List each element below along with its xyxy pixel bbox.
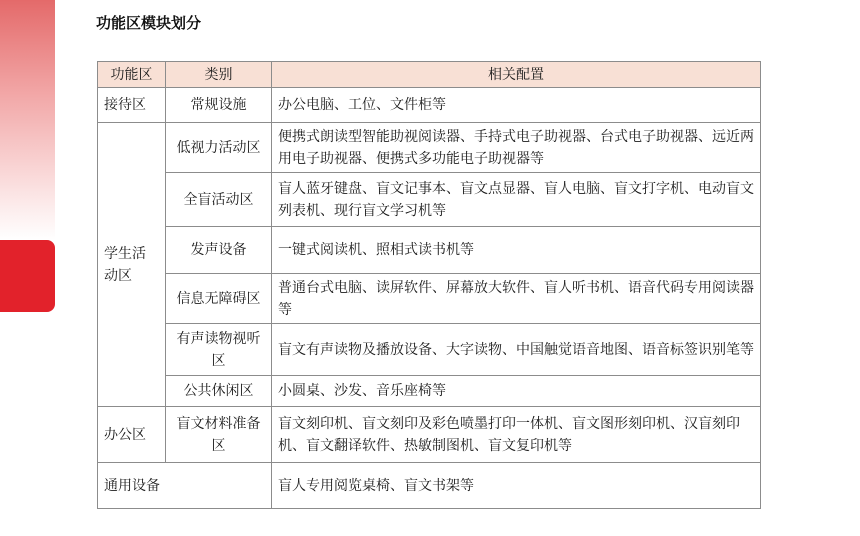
area-cell: 学生活动区 xyxy=(98,123,166,407)
area-cell: 通用设备 xyxy=(98,463,272,509)
category-cell: 有声读物视听区 xyxy=(166,324,272,376)
config-cell: 小圆桌、沙发、音乐座椅等 xyxy=(272,376,761,407)
table-row xyxy=(98,173,761,227)
sidebar-gradient xyxy=(0,0,55,240)
table-row xyxy=(98,407,761,463)
config-cell: 盲人专用阅览桌椅、盲文书架等 xyxy=(272,463,761,509)
header-category: 类别 xyxy=(166,62,272,88)
header-area: 功能区 xyxy=(98,62,166,88)
area-cell: 接待区 xyxy=(98,88,166,123)
table-row xyxy=(98,376,761,407)
table-row xyxy=(98,274,761,324)
table-header-row xyxy=(98,62,761,88)
config-cell: 办公电脑、工位、文件柜等 xyxy=(272,88,761,123)
table-row xyxy=(98,324,761,376)
category-cell: 常规设施 xyxy=(166,88,272,123)
config-cell: 便携式朗读型智能助视阅读器、手持式电子助视器、台式电子助视器、远近两用电子助视器、便携式多功能电子助视器等 xyxy=(272,123,761,173)
table-row xyxy=(98,463,761,509)
config-cell: 普通台式电脑、读屏软件、屏幕放大软件、盲人听书机、语音代码专用阅读器等 xyxy=(272,274,761,324)
function-area-table xyxy=(97,61,761,509)
header-config: 相关配置 xyxy=(272,62,761,88)
category-cell: 信息无障碍区 xyxy=(166,274,272,324)
config-cell: 盲人蓝牙键盘、盲文记事本、盲文点显器、盲人电脑、盲文打字机、电动盲文列表机、现行盲文学习机等 xyxy=(272,173,761,227)
config-cell: 一键式阅读机、照相式读书机等 xyxy=(272,227,761,274)
category-cell: 发声设备 xyxy=(166,227,272,274)
table-row xyxy=(98,88,761,123)
table-row xyxy=(98,123,761,173)
config-cell: 盲文刻印机、盲文刻印及彩色喷墨打印一体机、盲文图形刻印机、汉盲刻印机、盲文翻译软件、热敏制图机、盲文复印机等 xyxy=(272,407,761,463)
config-cell: 盲文有声读物及播放设备、大字读物、中国触觉语音地图、语音标签识别笔等 xyxy=(272,324,761,376)
category-cell: 盲文材料准备区 xyxy=(166,407,272,463)
area-cell: 办公区 xyxy=(98,407,166,463)
category-cell: 全盲活动区 xyxy=(166,173,272,227)
category-cell: 公共休闲区 xyxy=(166,376,272,407)
sidebar-tab xyxy=(0,240,55,312)
page-title: 功能区模块划分 xyxy=(96,14,202,32)
category-cell: 低视力活动区 xyxy=(166,123,272,173)
table-row xyxy=(98,227,761,274)
